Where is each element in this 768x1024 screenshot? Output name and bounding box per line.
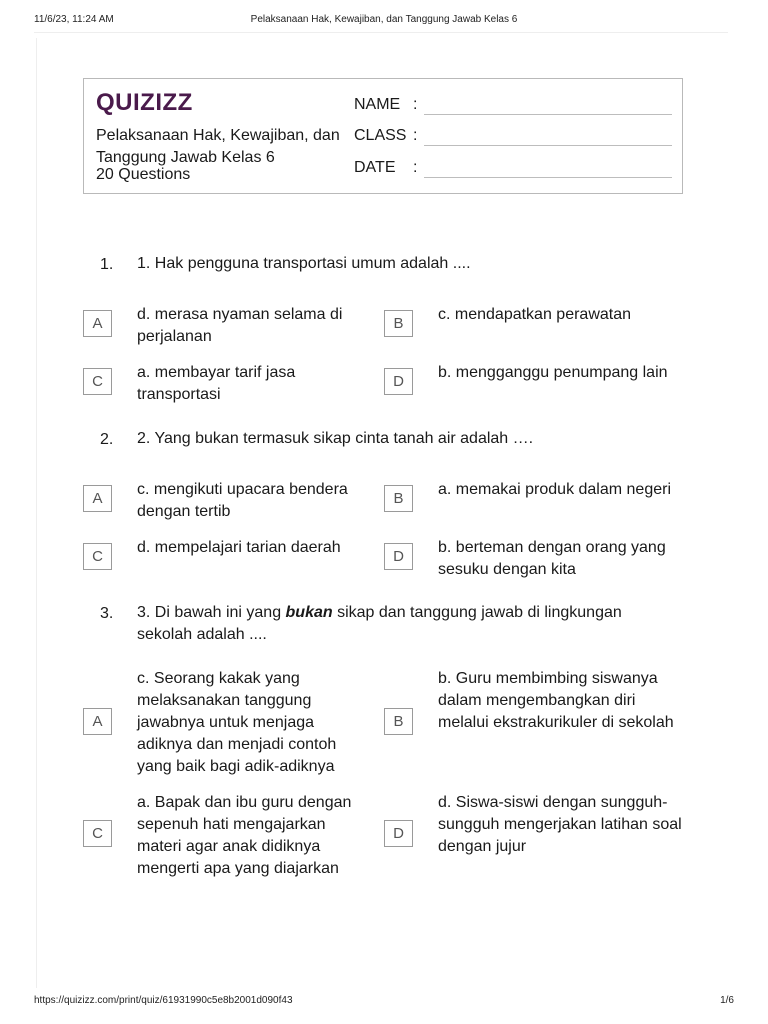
- class-colon: :: [413, 127, 418, 144]
- question-number: 1.: [100, 256, 114, 273]
- quizizz-logo: QUIZIZZ: [96, 89, 193, 116]
- option-text: c. Seorang kakak yang melaksanakan tanggung jawabnya untuk menjaga adiknya dan menjadi contoh yang baik bagi adik-adiknya: [137, 670, 337, 775]
- option-letter-box: A: [83, 708, 112, 735]
- option-letter-box: D: [384, 820, 413, 847]
- question-number: 3.: [100, 605, 114, 622]
- print-datetime: 11/6/23, 11:24 AM: [34, 14, 114, 25]
- option-letter-box: B: [384, 485, 413, 512]
- question-text: 2. Yang bukan termasuk sikap cinta tanah air adalah ….: [137, 430, 534, 447]
- option-letter-box: B: [384, 310, 413, 337]
- class-label: CLASS: [354, 127, 407, 144]
- option-letter-box: D: [384, 368, 413, 395]
- print-footer: [34, 995, 734, 1009]
- option-letter-box: D: [384, 543, 413, 570]
- page-left-rule: [36, 38, 37, 988]
- name-line: [424, 114, 672, 115]
- option-letter-box: C: [83, 820, 112, 847]
- print-header: [34, 14, 734, 28]
- header-divider: [34, 32, 728, 33]
- print-url: https://quizizz.com/print/quiz/61931990c5e8b2001d090f43: [34, 995, 293, 1006]
- date-colon: :: [413, 159, 418, 176]
- option-text: d. mempelajari tarian daerah: [137, 539, 341, 556]
- option-text: c. mengikuti upacara bendera dengan tertib: [137, 481, 348, 520]
- quiz-header-box: [83, 78, 683, 194]
- print-title: Pelaksanaan Hak, Kewajiban, dan Tanggung Jawab Kelas 6: [250, 14, 518, 25]
- option-text: c. mendapatkan perawatan: [438, 306, 632, 323]
- option-text: a. membayar tarif jasa transportasi: [137, 364, 296, 403]
- date-label: DATE: [354, 159, 396, 176]
- option-text: b. mengganggu penumpang lain: [438, 364, 668, 381]
- question-text: [137, 602, 677, 646]
- question-text-part: sikap dan tanggung jawab di lingkungan sekolah adalah ....: [137, 604, 622, 643]
- option-text: b. Guru membimbing siswanya dalam mengembangkan diri melalui ekstrakurikuler di sekolah: [438, 670, 674, 731]
- question-text: 1. Hak pengguna transportasi umum adalah ....: [137, 255, 471, 272]
- option-letter-box: A: [83, 310, 112, 337]
- option-letter-box: C: [83, 543, 112, 570]
- name-colon: :: [413, 96, 418, 113]
- option-text: a. memakai produk dalam negeri: [438, 481, 672, 498]
- name-label: NAME: [354, 96, 401, 113]
- option-text: d. Siswa-siswi dengan sungguh-sungguh mengerjakan latihan soal dengan jujur: [438, 794, 682, 855]
- quiz-title: Pelaksanaan Hak, Kewajiban, dan Tanggung Jawab Kelas 6: [96, 127, 340, 166]
- option-letter-box: A: [83, 485, 112, 512]
- question-emphasis: bukan: [285, 604, 333, 621]
- option-text: a. Bapak dan ibu guru dengan sepenuh hati mengajarkan materi agar anak didiknya mengerti apa yang diajarkan: [137, 794, 352, 877]
- question-text-part: 3. Di bawah ini yang: [137, 604, 286, 621]
- question-count: 20 Questions: [96, 166, 191, 183]
- date-line: [424, 177, 672, 178]
- option-letter-box: B: [384, 708, 413, 735]
- option-text: d. merasa nyaman selama di perjalanan: [137, 306, 343, 345]
- option-letter-box: C: [83, 368, 112, 395]
- option-text: b. berteman dengan orang yang sesuku dengan kita: [438, 539, 666, 578]
- class-line: [424, 145, 672, 146]
- page-number: 1/6: [720, 995, 734, 1006]
- question-number: 2.: [100, 431, 114, 448]
